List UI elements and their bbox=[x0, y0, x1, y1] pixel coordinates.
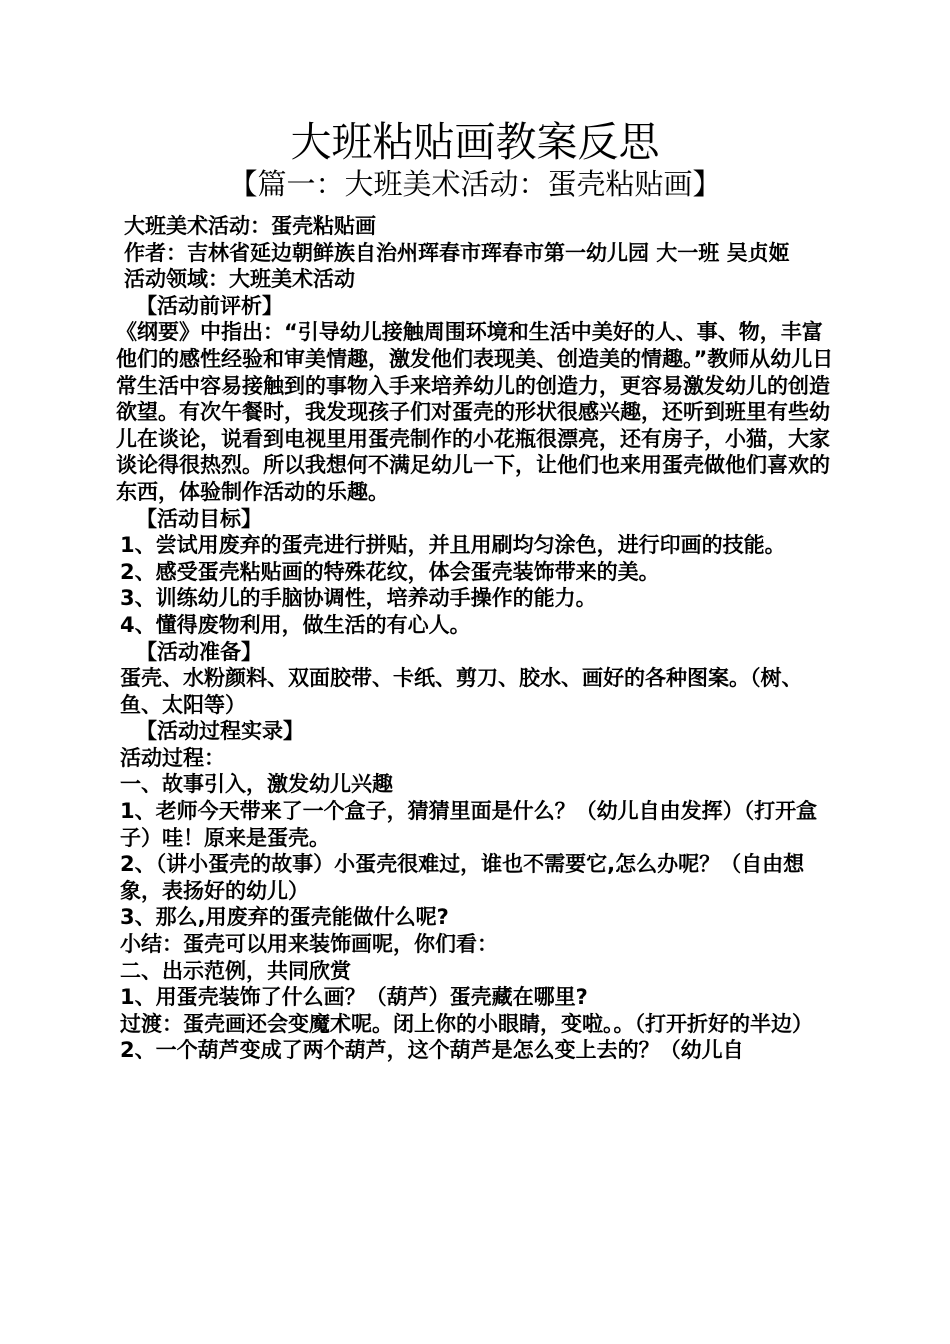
list-item: 2、（讲小蛋壳的故事）小蛋壳很难过，谁也不需要它,怎么办呢？（自由想象，表扬好的幼儿） bbox=[120, 852, 805, 903]
subsection-heading: 一、故事引入，激发幼儿兴趣 bbox=[120, 772, 393, 797]
list-item: 3、那么,用废弃的蛋壳能做什么呢? bbox=[120, 905, 449, 930]
list-item: 3、训练幼儿的手脑协调性，培养动手操作的能力。 bbox=[120, 586, 597, 611]
list-item: 1、尝试用废弃的蛋壳进行拼贴，并且用刷均匀涂色，进行印画的技能。 bbox=[120, 533, 786, 558]
paragraph: 《纲要》中指出：“引导幼儿接触周围环境和生活中美好的人、事、物，丰富他们的感性经验和审美情趣，激发他们表现美、创造美的情趣。”教师从幼儿日常生活中容易接触到的事物入手来培养幼儿的创造力，更容易激发幼儿的创造欲望。有次午餐时，我发现孩子们对蛋壳的形状很感兴趣，还听到班里有些幼儿在谈论，说看到电视里用蛋壳制作的小花瓶很漂亮，还有房子，小猫，大家谈论得很热烈。所以我想何不满足幼儿一下，让他们也来用蛋壳做他们喜欢的东西，体验制作活动的乐趣。 bbox=[116, 320, 834, 504]
list-item: 2、一个葫芦变成了两个葫芦，这个葫芦是怎么变上去的？（幼儿自 bbox=[120, 1038, 744, 1063]
list-item: 4、懂得废物利用，做生活的有心人。 bbox=[120, 612, 471, 637]
activity-title-line: 大班美术活动：蛋壳粘贴画 bbox=[124, 214, 376, 238]
list-item: 1、用蛋壳装饰了什么画？（葫芦）蛋壳藏在哪里? bbox=[120, 985, 588, 1010]
activity-domain-line: 活动领域：大班美术活动 bbox=[124, 267, 355, 292]
page-subtitle: 【篇一：大班美术活动：蛋壳粘贴画】 bbox=[228, 167, 722, 201]
list-item: 2、感受蛋壳粘贴画的特殊花纹，体会蛋壳装饰带来的美。 bbox=[120, 559, 660, 584]
section-heading: 【活动前评析】 bbox=[136, 293, 283, 318]
author-line: 作者：吉林省延边朝鲜族自治州珲春市珲春市第一幼儿园 大一班 吴贞姬 bbox=[124, 240, 790, 265]
paragraph: 蛋壳、水粉颜料、双面胶带、卡纸、剪刀、胶水、画好的各种图案。（树、鱼、太阳等） bbox=[120, 666, 803, 717]
section-heading: 【活动准备】 bbox=[136, 639, 262, 664]
document-body bbox=[116, 213, 836, 1064]
section-heading: 【活动过程实录】 bbox=[136, 719, 304, 744]
paragraph: 活动过程： bbox=[120, 745, 225, 770]
paragraph: 小结：蛋壳可以用来装饰画呢，你们看： bbox=[120, 932, 498, 957]
subsection-heading: 二、出示范例，共同欣赏 bbox=[120, 958, 351, 983]
paragraph: 过渡：蛋壳画还会变魔术呢。闭上你的小眼睛，变啦。。（打开折好的半边） bbox=[120, 1011, 813, 1036]
section-heading: 【活动目标】 bbox=[136, 506, 262, 531]
list-item: 1、老师今天带来了一个盒子，猜猜里面是什么？（幼儿自由发挥）（打开盒子）哇！原来是蛋壳。 bbox=[120, 799, 818, 850]
page-title: 大班粘贴画教案反思 bbox=[290, 118, 660, 166]
